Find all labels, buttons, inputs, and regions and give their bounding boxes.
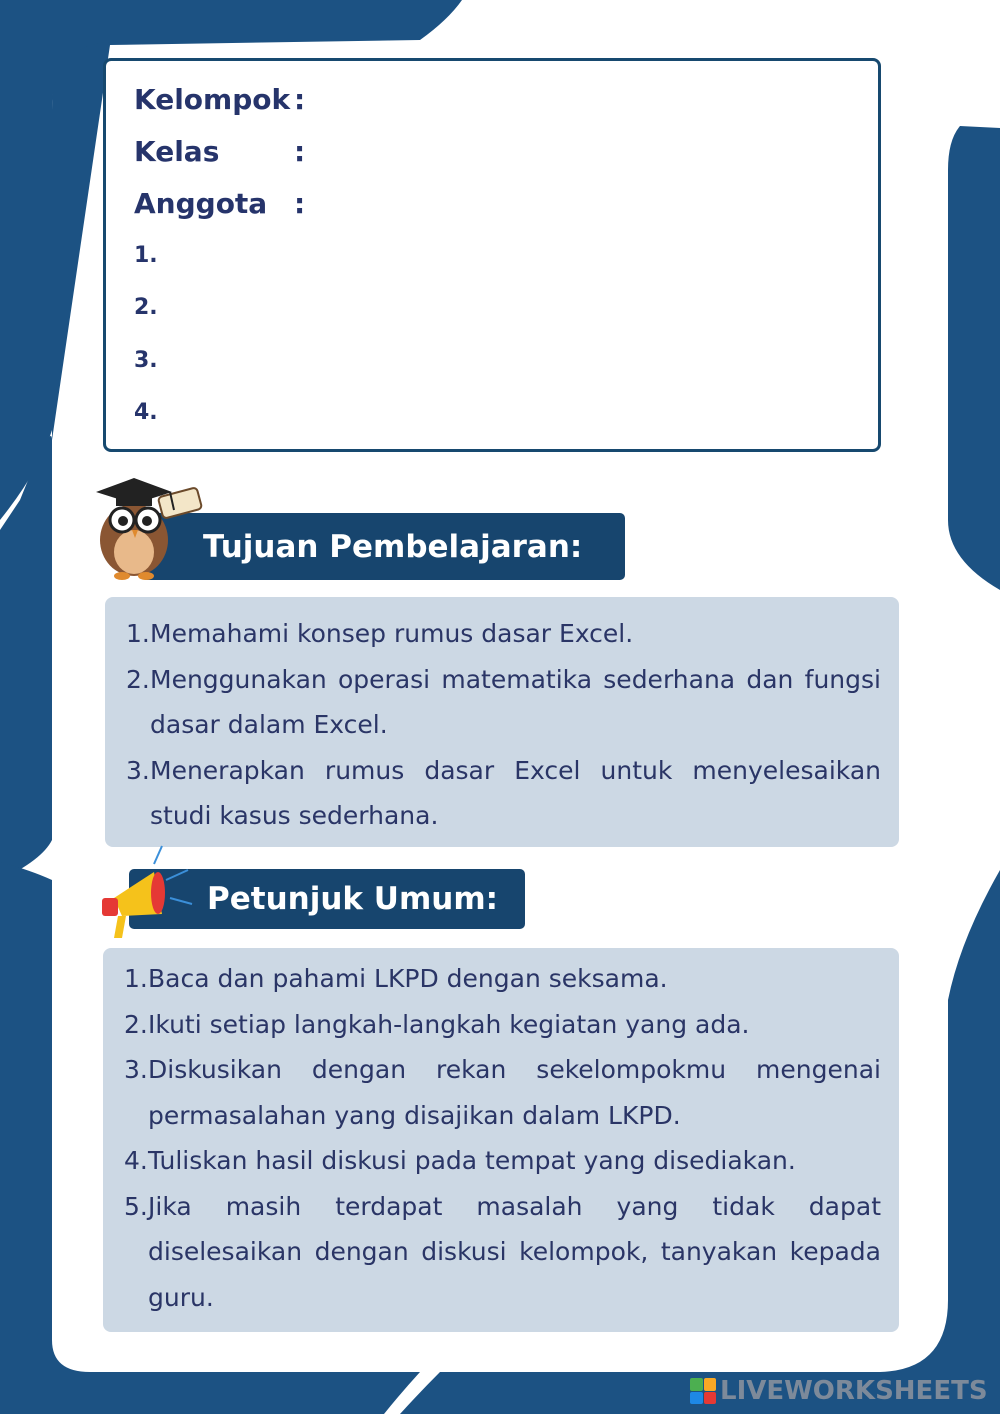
list-number: 1. bbox=[126, 619, 150, 648]
members-field bbox=[134, 187, 305, 220]
list-item bbox=[126, 657, 881, 748]
member-number-2: 2. bbox=[134, 295, 158, 320]
owl-graduate-icon bbox=[82, 470, 212, 582]
list-number: 1. bbox=[124, 964, 148, 993]
list-text: Diskusikan dengan rekan sekelompokmu mengenai permasalahan yang disajikan dalam LKPD. bbox=[148, 1055, 881, 1130]
list-text: Baca dan pahami LKPD dengan seksama. bbox=[148, 964, 668, 993]
list-text: Tuliskan hasil diskusi pada tempat yang disediakan. bbox=[148, 1146, 796, 1175]
list-item bbox=[124, 1184, 881, 1321]
group-field bbox=[134, 83, 305, 116]
member-number-3: 3. bbox=[134, 348, 158, 373]
liveworksheets-logo-icon bbox=[690, 1378, 716, 1404]
class-colon: : bbox=[294, 135, 306, 168]
objectives-header bbox=[141, 513, 625, 580]
instructions-panel bbox=[103, 948, 899, 1332]
list-item bbox=[124, 1002, 881, 1048]
list-item bbox=[124, 1138, 881, 1184]
list-number: 2. bbox=[124, 1009, 148, 1039]
list-number: 3. bbox=[124, 1055, 148, 1084]
member-number-4: 4. bbox=[134, 400, 158, 425]
list-text: Menggunakan operasi matematika sederhana dan fungsi dasar dalam Excel. bbox=[150, 664, 881, 739]
class-field bbox=[134, 135, 305, 168]
watermark-text: LIVEWORKSHEETS bbox=[720, 1376, 988, 1406]
instructions-title: Petunjuk Umum: bbox=[207, 881, 499, 917]
group-colon: : bbox=[294, 83, 306, 116]
list-text: Ikuti setiap langkah-langkah kegiatan yang ada. bbox=[148, 1009, 750, 1039]
megaphone-icon bbox=[96, 842, 196, 942]
class-label: Kelas bbox=[134, 135, 220, 168]
members-label: Anggota bbox=[134, 187, 268, 220]
objectives-panel bbox=[105, 597, 899, 847]
liveworksheets-watermark[interactable] bbox=[690, 1374, 988, 1408]
list-number: 4. bbox=[124, 1146, 148, 1175]
list-text: Menerapkan rumus dasar Excel untuk menyelesaikan studi kasus sederhana. bbox=[150, 755, 881, 830]
list-item bbox=[124, 1047, 881, 1138]
member-number-1: 1. bbox=[134, 243, 158, 268]
objectives-title: Tujuan Pembelajaran: bbox=[203, 528, 583, 565]
list-item bbox=[126, 611, 881, 657]
list-item bbox=[126, 748, 881, 839]
list-text: Memahami konsep rumus dasar Excel. bbox=[150, 619, 634, 648]
list-item bbox=[124, 956, 881, 1002]
identity-box bbox=[103, 58, 881, 452]
list-text: Jika masih terdapat masalah yang tidak dapat diselesaikan dengan diskusi kelompok, tanyakan kepada guru. bbox=[148, 1191, 881, 1312]
list-number: 3. bbox=[126, 755, 150, 785]
group-label: Kelompok bbox=[134, 83, 291, 116]
members-colon: : bbox=[294, 187, 306, 220]
list-number: 2. bbox=[126, 664, 150, 694]
list-number: 5. bbox=[124, 1191, 148, 1221]
